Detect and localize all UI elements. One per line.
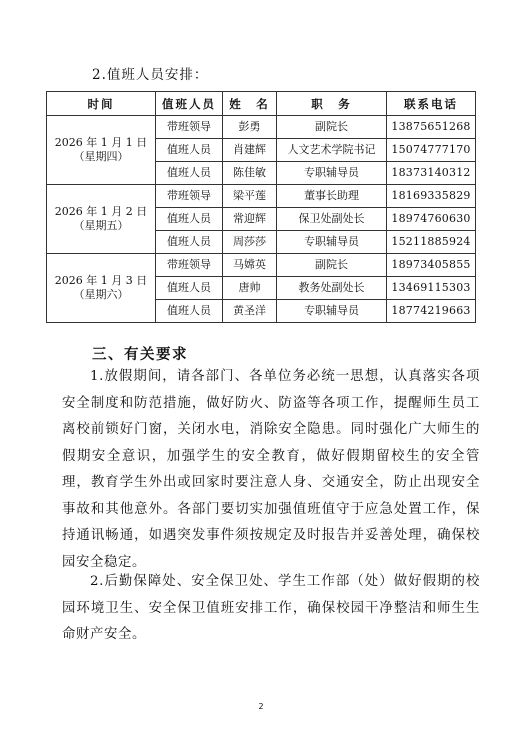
date-text: 2026 年 1 月 2 日 [54,205,148,218]
table-header-row [47,92,476,116]
requirement-paragraph-2: 2.后勤保障处、安全保卫处、学生工作部（处）做好假期的校园环境卫生、安全保卫值班安排工作，确保校园干净整洁和师生生命财产安全。 [62,574,480,642]
phone-cell: 13469115303 [387,277,476,300]
role-cell: 值班人员 [156,300,223,323]
date-cell [47,254,156,323]
section-title-requirements: 三、有关要求 [92,347,188,363]
position-cell: 教务处副处长 [277,277,387,300]
phone-cell: 18774219663 [387,300,476,323]
name-cell: 彭勇 [223,116,277,139]
role-cell: 值班人员 [156,231,223,254]
header-time: 时间 [47,92,156,116]
name-cell: 周莎莎 [223,231,277,254]
weekday-text: （星期四） [73,150,129,163]
duty-arrangement-heading: 2.值班人员安排： [92,67,209,83]
name-cell: 陈佳敏 [223,162,277,185]
header-name: 姓 名 [223,92,277,116]
weekday-text: （星期六） [73,288,129,301]
role-cell: 值班人员 [156,139,223,162]
position-cell: 专职辅导员 [277,231,387,254]
phone-cell: 15211885924 [387,231,476,254]
name-cell: 梁平莲 [223,185,277,208]
position-cell: 保卫处副处长 [277,208,387,231]
position-cell: 专职辅导员 [277,162,387,185]
role-cell: 值班人员 [156,208,223,231]
date-cell [47,116,156,185]
header-position: 职 务 [277,92,387,116]
page-number: 2 [258,702,264,711]
phone-cell: 18169335829 [387,185,476,208]
requirement-paragraph-1: 1.放假期间，请各部门、各单位务必统一思想，认真落实各项安全制度和防范措施，做好防火、防盗等各项工作，提醒师生员工离校前锁好门窗，关闭水电，消除安全隐患。同时强化广大师生的假期安全意识，加强学生的安全教育，做好假期留校生的安全管理，教育学生外出或回家时要注意人身、交通安全，防止出现安全事故和其他意外。各部门要切实加强值班值守于应急处置工作，保持通讯畅通，如遇突发事件须按规定及时报告并妥善处理，确保校园安全稳定。 [62,369,480,570]
role-cell: 带班领导 [156,185,223,208]
name-cell: 常迎辉 [223,208,277,231]
phone-cell: 15074777170 [387,139,476,162]
phone-cell: 18973405855 [387,254,476,277]
position-cell: 董事长助理 [277,185,387,208]
weekday-text: （星期五） [73,219,129,232]
position-cell: 副院长 [277,254,387,277]
table-row [47,116,476,139]
phone-cell: 18974760630 [387,208,476,231]
phone-cell: 18373140312 [387,162,476,185]
header-phone: 联系电话 [387,92,476,116]
role-cell: 带班领导 [156,116,223,139]
date-cell [47,185,156,254]
name-cell: 肖建辉 [223,139,277,162]
date-text: 2026 年 1 月 1 日 [54,136,148,149]
header-duty-role: 值班人员 [156,92,223,116]
duty-schedule-table [46,91,476,323]
name-cell: 马嫦英 [223,254,277,277]
position-cell: 人文艺术学院书记 [277,139,387,162]
role-cell: 值班人员 [156,277,223,300]
name-cell: 唐帅 [223,277,277,300]
position-cell: 专职辅导员 [277,300,387,323]
position-cell: 副院长 [277,116,387,139]
role-cell: 值班人员 [156,162,223,185]
role-cell: 带班领导 [156,254,223,277]
table-row [47,254,476,277]
name-cell: 黄圣洋 [223,300,277,323]
table-row [47,185,476,208]
date-text: 2026 年 1 月 3 日 [54,274,148,287]
phone-cell: 13875651268 [387,116,476,139]
